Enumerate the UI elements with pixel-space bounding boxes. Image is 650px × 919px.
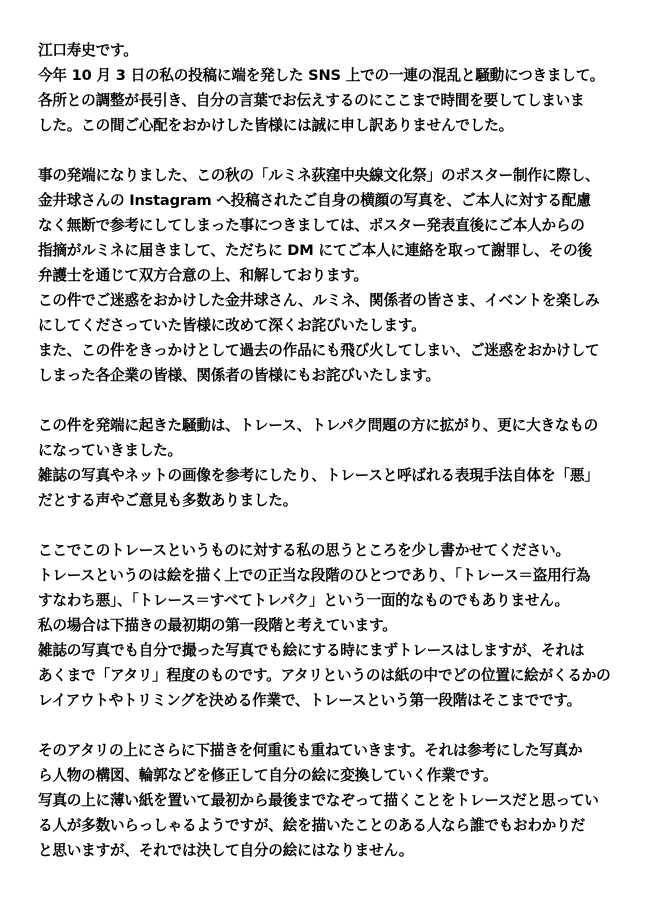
text-line: しまった各企業の皆様、関係者の皆様にもお詫びいたします。 <box>38 367 440 384</box>
text-line: だとする声やご意見も多数ありました。 <box>38 492 298 509</box>
statement-document <box>38 38 618 863</box>
text-line: この件でご迷惑をおかけした金井球さん、ルミネ、関係者の皆さま、イベントを楽しみ <box>38 292 600 309</box>
text-line: 弁護士を通じて双方合意の上、和解しております。 <box>38 267 368 284</box>
text-line: 指摘がルミネに届きまして、ただちに DM にてご本人に連絡を取って謝罪し、その後 <box>38 242 592 259</box>
paragraph-spacer <box>38 138 618 163</box>
paragraph-controversy <box>38 413 618 513</box>
paragraph-incident <box>38 163 618 388</box>
text-line: 私の場合は下描きの最初期の第一段階と考えています。 <box>38 617 397 634</box>
text-line: にしてくださっていた皆様に改めて深くお詫びいたします。 <box>38 317 426 334</box>
paragraph-trace-opinion <box>38 538 618 713</box>
text-line: なく無断で参考にしてしまった事につきましては、ポスター発表直後にご本人からの <box>38 217 585 234</box>
text-line: トレースというのは絵を描く上での正当な段階のひとつであり、「トレース＝盗用行為 <box>38 567 591 584</box>
text-line: 金井球さんの Instagram へ投稿されたご自身の横顔の写真を、ご本人に対する配慮 <box>38 192 591 209</box>
text-line: になっていきました。 <box>38 442 182 459</box>
text-line: した。この間ご心配をおかけした皆様には誠に申し訳ありませんでした。 <box>38 117 513 134</box>
paragraph-spacer <box>38 513 618 538</box>
paragraph-drafting-process <box>38 738 618 863</box>
text-line: 雑誌の写真やネットの画像を参考にしたり、トレースと呼ばれる表現手法自体を「悪」 <box>38 467 599 484</box>
text-line: と思いますが、それでは決して自分の絵にはなりません。 <box>38 842 414 859</box>
text-line: ら人物の構図、輪郭などを修正して自分の絵に変換していく作業です。 <box>38 767 498 784</box>
author-line: 江口寿史です。 <box>38 42 138 59</box>
text-line: 各所との調整が長引き、自分の言葉でお伝えするのにここまで時間を要してしまいま <box>38 92 585 109</box>
text-line: あくまで「アタリ」程度のものです。アタリというのは紙の中でどの位置に絵がくるかの <box>38 667 611 684</box>
text-line: 雑誌の写真でも自分で撮った写真でも絵にする時にまずトレースはしますが、それは <box>38 642 585 659</box>
text-line: 今年 10 月 3 日の私の投稿に端を発した SNS 上での一連の混乱と騒動につきまして。 <box>38 67 605 84</box>
text-line: 事の発端になりました、この秋の「ルミネ荻窪中央線文化祭」のポスター制作に際し、 <box>38 167 600 184</box>
text-line: レイアウトやトリミングを決める作業で、トレースという第一段階はそこまでです。 <box>38 692 582 709</box>
paragraph-spacer <box>38 713 618 738</box>
text-line: そのアタリの上にさらに下描きを何重にも重ねていきます。それは参考にした写真か <box>38 742 583 759</box>
paragraph-spacer <box>38 388 618 413</box>
text-line: すなわち悪」、「トレース＝すべてトレパク」という一面的なものでもありません。 <box>38 592 569 609</box>
text-line: この件を発端に起きた騒動は、トレース、トレパク問題の方に拡がり、更に大きなもの <box>38 417 599 434</box>
text-line: また、この件をきっかけとして過去の作品にも飛び火してしまい、ご迷惑をおかけして <box>38 342 600 359</box>
text-line: る人が多数いらっしゃるようですが、絵を描いたことのある人なら誰でもおわかりだ <box>38 817 585 834</box>
text-line: 写真の上に薄い紙を置いて最初から最後までなぞって描くことをトレースだと思ってい <box>38 792 599 809</box>
paragraph-apology-intro <box>38 63 618 138</box>
text-line: ここでこのトレースというものに対する私の思うところを少し書かせてください。 <box>38 542 570 559</box>
